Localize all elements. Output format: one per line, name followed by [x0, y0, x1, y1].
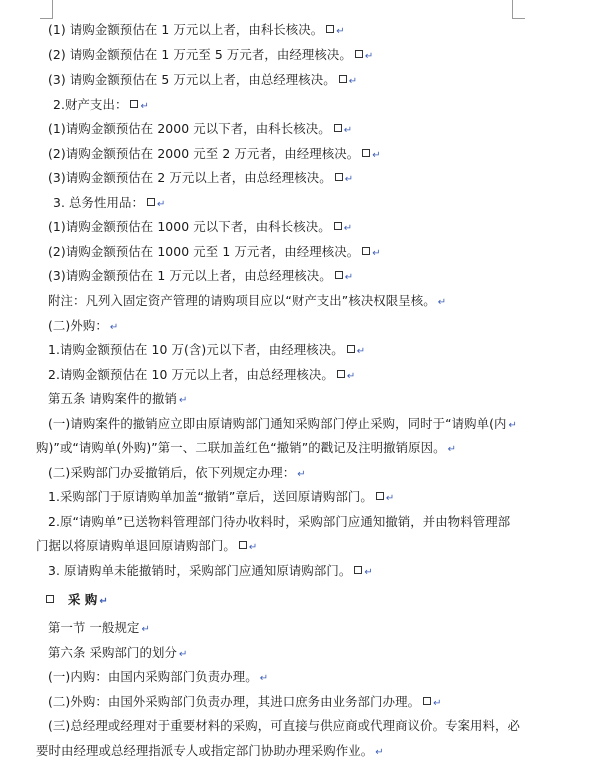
section-heading: 第五条 请购案件的撤销 ↵	[48, 391, 188, 406]
paragraph-line: 购)”或“请购单(外购)”第一、二联加盖红色“撤销”的戳记及注明撤销原因。 ↵	[36, 440, 457, 455]
paragraph-line: (3) 请购金额预估在 5 万元以上者，由总经理核决。 ↵	[48, 72, 358, 87]
chapter-heading: 采 购 ↵	[46, 592, 108, 610]
section-heading: 第六条 采购部门的划分 ↵	[48, 645, 188, 660]
paragraph-line: 2.原“请购单”已送物料管理部门待办收料时，采购部门应通知撤销，并由物料管理部	[48, 514, 511, 529]
paragraph-line: 3. 总务性用品： ↵	[53, 195, 166, 210]
paragraph-line: (一)内购：由国内采购部门负责办理。 ↵	[48, 669, 269, 684]
paragraph-line: 要时由经理或总经理指派专人或指定部门协助办理采购作业。 ↵	[36, 743, 384, 758]
paragraph-line: (2)请购金额预估在 1000 元至 1 万元者，由经理核决。 ↵	[48, 244, 381, 259]
paragraph-line: 门据以将原请购单退回原请购部门。 ↵	[36, 538, 258, 553]
paragraph-line: (二)外购： ↵	[48, 318, 119, 333]
paragraph-line: (二)外购：由国外采购部门负责办理，其进口庶务由业务部门办理。 ↵	[48, 694, 442, 709]
paragraph-line: (3)请购金额预估在 2 万元以上者，由总经理核决。 ↵	[48, 170, 354, 185]
paragraph-line: (3)请购金额预估在 1 万元以上者，由总经理核决。 ↵	[48, 268, 354, 283]
page-corner-marker-left	[40, 0, 53, 19]
paragraph-line: (二)采购部门办妥撤销后，依下列规定办理： ↵	[48, 465, 306, 480]
paragraph-line: (1) 请购金额预估在 1 万元以上者，由科长核决。 ↵	[48, 22, 345, 37]
paragraph-line: (一)请购案件的撤销应立即由原请购部门通知采购部门停止采购，同时于“请购单(内 ↵	[48, 416, 517, 431]
page-corner-marker-right	[512, 0, 525, 19]
paragraph-line: 3. 原请购单未能撤销时，采购部门应通知原请购部门。 ↵	[48, 563, 373, 578]
section-heading: 第一节 一般规定 ↵	[48, 620, 150, 635]
paragraph-line: (1)请购金额预估在 2000 元以下者，由科长核决。 ↵	[48, 121, 353, 136]
paragraph-line: (三)总经理或经理对于重要材料的采购，可直接与供应商或代理商议价。专案用料，必	[48, 718, 521, 733]
paragraph-line: 附注：凡列入固定资产管理的请购项目应以“财产支出”核决权限呈核。 ↵	[48, 293, 447, 308]
paragraph-line: 2.财产支出： ↵	[53, 97, 149, 112]
paragraph-line: (1)请购金额预估在 1000 元以下者，由科长核决。 ↵	[48, 219, 353, 234]
paragraph-line: 1.采购部门于原请购单加盖“撤销”章后，送回原请购部门。 ↵	[48, 489, 395, 504]
paragraph-line: 2.请购金额预估在 10 万元以上者，由总经理核决。 ↵	[48, 367, 356, 382]
paragraph-line: (2) 请购金额预估在 1 万元至 5 万元者，由经理核决。 ↵	[48, 47, 374, 62]
paragraph-line: (2)请购金额预估在 2000 元至 2 万元者，由经理核决。 ↵	[48, 146, 381, 161]
paragraph-line: 1.请购金额预估在 10 万(含)元以下者，由经理核决。 ↵	[48, 342, 366, 357]
